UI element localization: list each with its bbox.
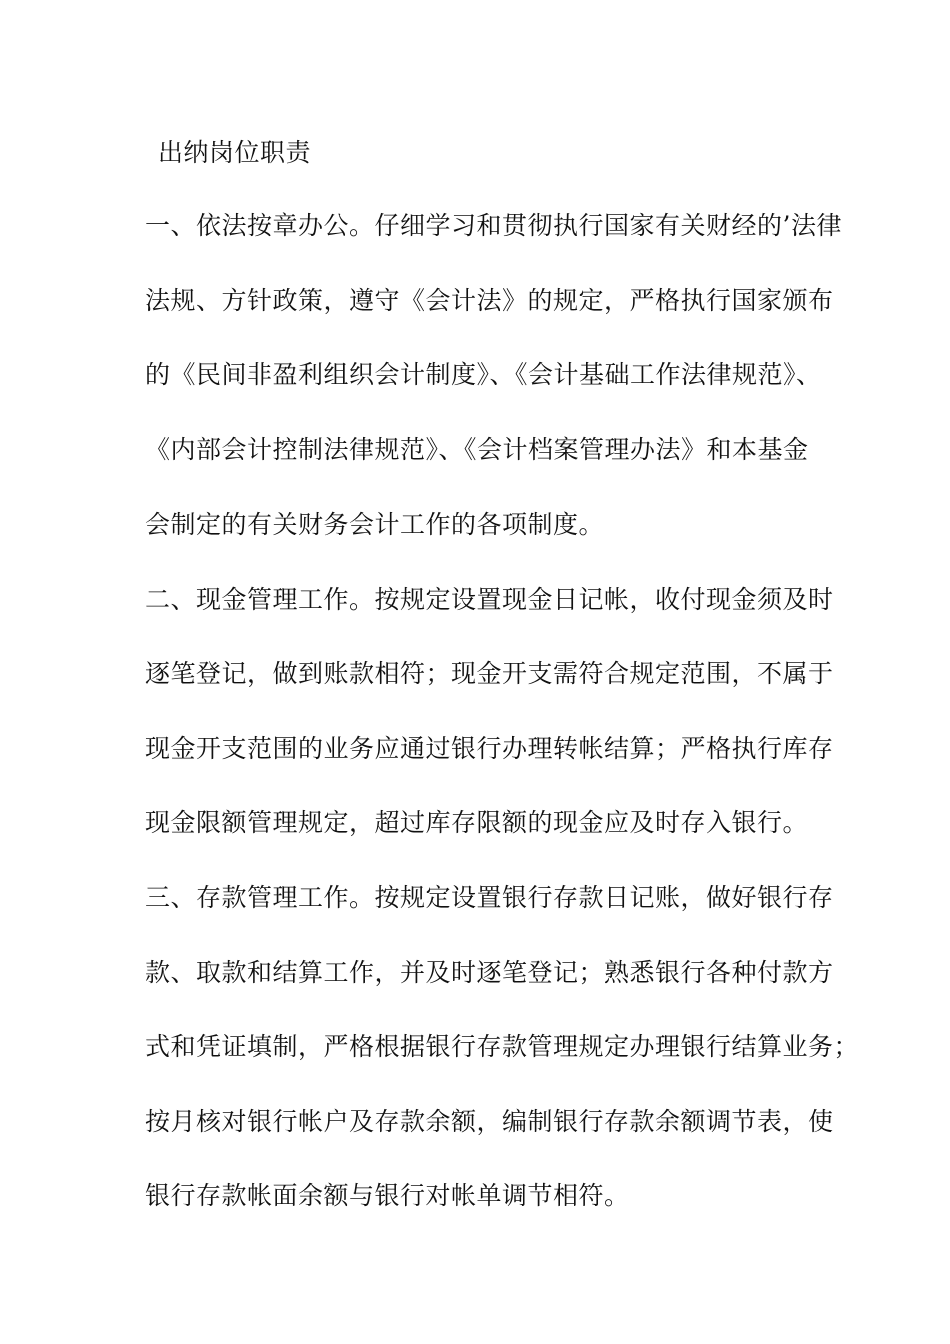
paragraph-line: 逐笔登记，做到账款相符；现金开支需符合规定范围，不属于 bbox=[145, 659, 834, 688]
paragraph-line: 银行存款帐面余额与银行对帐单调节相符。 bbox=[145, 1181, 630, 1210]
paragraph-line: 式和凭证填制，严格根据银行存款管理规定办理银行结算业务； bbox=[145, 1032, 860, 1061]
paragraph-line: 三、存款管理工作。按规定设置银行存款日记账，做好银行存 bbox=[145, 883, 834, 912]
paragraph-line: 现金限额管理规定，超过库存限额的现金应及时存入银行。 bbox=[145, 808, 809, 837]
paragraph-line: 二、现金管理工作。按规定设置现金日记帐，收付现金须及时 bbox=[145, 585, 834, 614]
paragraph-line: 一、依法按章办公。仔细学习和贯彻执行国家有关财经的’法律 bbox=[145, 211, 842, 240]
paragraph-line: 现金开支范围的业务应通过银行办理转帐结算；严格执行库存 bbox=[145, 734, 834, 763]
paragraph-line: 款、取款和结算工作，并及时逐笔登记；熟悉银行各种付款方 bbox=[145, 958, 834, 987]
paragraph-line: 按月核对银行帐户及存款余额，编制银行存款余额调节表，使 bbox=[145, 1107, 834, 1136]
paragraph-line: 《内部会计控制法律规范》、《会计档案管理办法》和本基金 bbox=[145, 435, 809, 464]
paragraph-line: 的《民间非盈利组织会计制度》、《会计基础工作法律规范》、 bbox=[145, 360, 822, 389]
paragraph-line: 法规、方针政策，遵守《会计法》的规定，严格执行国家颁布 bbox=[145, 286, 834, 315]
page-title: 出纳岗位职责 bbox=[158, 138, 312, 167]
paragraph-line: 会制定的有关财务会计工作的各项制度。 bbox=[145, 510, 605, 539]
